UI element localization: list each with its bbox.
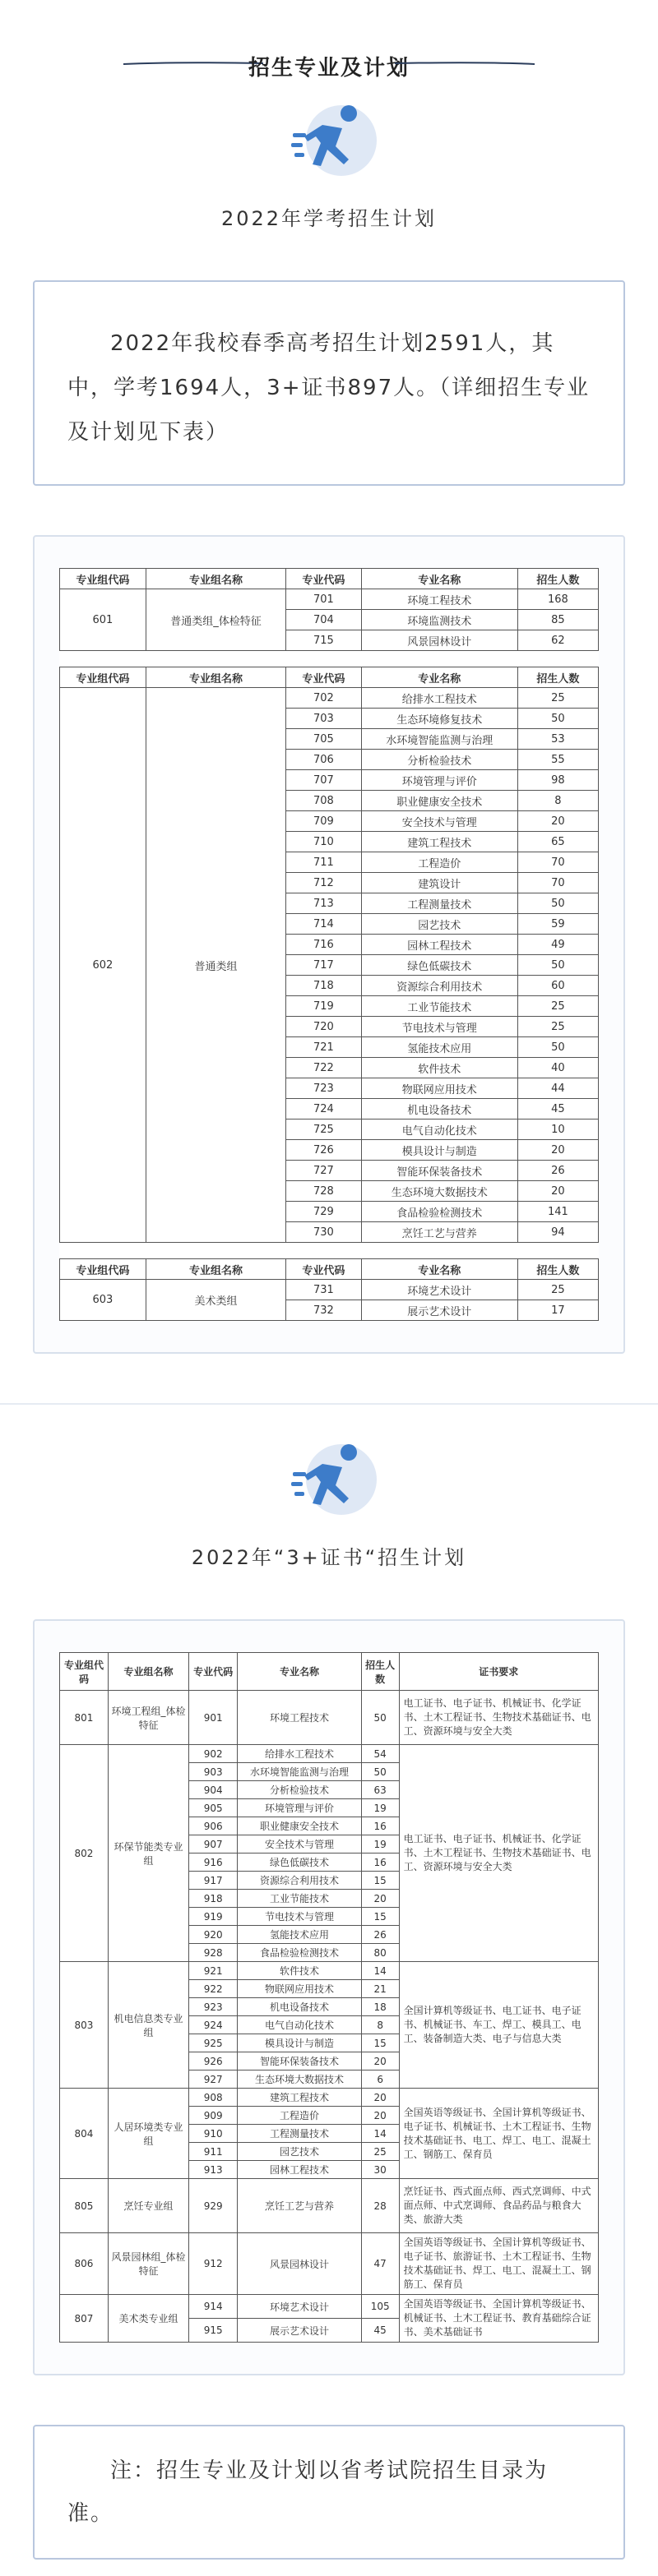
page-title: 招生专业及计划 bbox=[248, 56, 410, 81]
column-header: 专业组名称 bbox=[146, 667, 285, 688]
enrollment-count-cell: 94 bbox=[517, 1222, 598, 1243]
major-code-cell: 908 bbox=[189, 2089, 238, 2107]
major-name-cell: 模具设计与制造 bbox=[361, 1140, 517, 1161]
certificate-requirement-cell: 电工证书、电子证书、机械证书、化学证书、土木工程证书、生物技术基础证书、电工、资源环境与安全大类 bbox=[399, 1691, 598, 1745]
table-row bbox=[60, 1280, 599, 1300]
group-code-cell: 805 bbox=[60, 2179, 109, 2233]
table-gap-row bbox=[60, 1243, 599, 1259]
column-header: 专业名称 bbox=[361, 667, 517, 688]
certificate-requirement-cell: 电工证书、电子证书、机械证书、化学证书、土木工程证书、生物技术基础证书、电工、资源环境与安全大类 bbox=[399, 1745, 598, 1962]
certificate-requirement-cell: 全国英语等级证书、全国计算机等级证书、机械证书、土木工程证书、教育基础综合证书、美术基础证书 bbox=[399, 2295, 598, 2343]
major-name-cell: 电气自动化技术 bbox=[361, 1119, 517, 1140]
major-code-cell: 732 bbox=[286, 1300, 362, 1321]
column-header: 专业代码 bbox=[286, 1259, 362, 1280]
major-code-cell: 921 bbox=[189, 1962, 238, 1980]
major-name-cell: 建筑工程技术 bbox=[238, 2089, 362, 2107]
enrollment-count-cell: 18 bbox=[361, 1998, 399, 2016]
major-name-cell: 园艺技术 bbox=[361, 914, 517, 935]
group-name-cell: 普通类组_体检特征 bbox=[146, 589, 285, 651]
enrollment-count-cell: 25 bbox=[517, 1017, 598, 1037]
major-name-cell: 模具设计与制造 bbox=[238, 2034, 362, 2052]
major-name-cell: 工业节能技术 bbox=[361, 996, 517, 1017]
enrollment-count-cell: 53 bbox=[517, 729, 598, 750]
enrollment-count-cell: 63 bbox=[361, 1781, 399, 1799]
major-code-cell: 702 bbox=[286, 688, 362, 709]
enrollment-count-cell: 55 bbox=[517, 750, 598, 770]
major-name-cell: 机电设备技术 bbox=[361, 1099, 517, 1119]
major-name-cell: 工程测量技术 bbox=[238, 2125, 362, 2143]
note-box bbox=[33, 2425, 625, 2560]
major-code-cell: 724 bbox=[286, 1099, 362, 1119]
major-code-cell: 925 bbox=[189, 2034, 238, 2052]
major-name-cell: 展示艺术设计 bbox=[361, 1300, 517, 1321]
enrollment-count-cell: 40 bbox=[517, 1058, 598, 1078]
group-code-cell: 806 bbox=[60, 2233, 109, 2295]
major-code-cell: 717 bbox=[286, 955, 362, 976]
enrollment-count-cell: 25 bbox=[517, 688, 598, 709]
major-code-cell: 704 bbox=[286, 610, 362, 630]
column-header: 专业代码 bbox=[286, 667, 362, 688]
column-header: 专业组代码 bbox=[60, 569, 146, 589]
table-header-row bbox=[60, 1259, 599, 1280]
certificate-plan-table-panel bbox=[33, 1619, 625, 2375]
group-code-cell: 804 bbox=[60, 2089, 109, 2179]
major-name-cell: 节电技术与管理 bbox=[361, 1017, 517, 1037]
enrollment-count-cell: 50 bbox=[517, 893, 598, 914]
major-code-cell: 915 bbox=[189, 2319, 238, 2343]
column-header: 专业代码 bbox=[189, 1653, 238, 1691]
enrollment-count-cell: 15 bbox=[361, 1872, 399, 1890]
group-name-cell: 美术类组 bbox=[146, 1280, 285, 1321]
group-code-cell: 802 bbox=[60, 1745, 109, 1962]
major-code-cell: 716 bbox=[286, 935, 362, 955]
major-name-cell: 工程造价 bbox=[238, 2107, 362, 2125]
column-header: 专业名称 bbox=[361, 569, 517, 589]
table-row bbox=[60, 1962, 599, 1980]
major-code-cell: 913 bbox=[189, 2161, 238, 2179]
header bbox=[0, 0, 658, 90]
major-name-cell: 工程测量技术 bbox=[361, 893, 517, 914]
enrollment-count-cell: 141 bbox=[517, 1202, 598, 1222]
enrollment-count-cell: 98 bbox=[517, 770, 598, 791]
major-code-cell: 909 bbox=[189, 2107, 238, 2125]
enrollment-count-cell: 20 bbox=[361, 1890, 399, 1908]
column-header: 证书要求 bbox=[399, 1653, 598, 1691]
table-row bbox=[60, 2295, 599, 2319]
major-name-cell: 风景园林设计 bbox=[238, 2233, 362, 2295]
major-name-cell: 生态环境修复技术 bbox=[361, 709, 517, 729]
intro-text: 2022年我校春季高考招生计划2591人，其中，学考1694人，3+证书897人。（详细招生专业及计划见下表） bbox=[67, 331, 591, 445]
major-name-cell: 物联网应用技术 bbox=[361, 1078, 517, 1099]
major-code-cell: 729 bbox=[286, 1202, 362, 1222]
table-row bbox=[60, 589, 599, 610]
major-name-cell: 环境工程技术 bbox=[238, 1691, 362, 1745]
major-code-cell: 708 bbox=[286, 791, 362, 811]
table-header-row bbox=[60, 569, 599, 589]
enrollment-count-cell: 19 bbox=[361, 1799, 399, 1817]
major-name-cell: 节电技术与管理 bbox=[238, 1908, 362, 1926]
major-code-cell: 901 bbox=[189, 1691, 238, 1745]
major-name-cell: 职业健康安全技术 bbox=[361, 791, 517, 811]
enrollment-count-cell: 19 bbox=[361, 1835, 399, 1854]
major-code-cell: 918 bbox=[189, 1890, 238, 1908]
section2-subtitle: 2022年“3+证书“招生计划 bbox=[191, 1546, 467, 1569]
major-code-cell: 727 bbox=[286, 1161, 362, 1181]
column-header: 专业代码 bbox=[286, 569, 362, 589]
table-gap-row bbox=[60, 651, 599, 667]
major-name-cell: 安全技术与管理 bbox=[238, 1835, 362, 1854]
major-name-cell: 物联网应用技术 bbox=[238, 1980, 362, 1998]
table-row bbox=[60, 2233, 599, 2295]
major-code-cell: 910 bbox=[189, 2125, 238, 2143]
major-name-cell: 风景园林设计 bbox=[361, 630, 517, 651]
enrollment-count-cell: 60 bbox=[517, 976, 598, 996]
table-row bbox=[60, 1745, 599, 1763]
major-code-cell: 916 bbox=[189, 1854, 238, 1872]
group-name-cell: 普通类组 bbox=[146, 688, 285, 1243]
plan-table-panel bbox=[33, 535, 625, 1354]
table-row bbox=[60, 688, 599, 709]
enrollment-count-cell: 14 bbox=[361, 1962, 399, 1980]
major-code-cell: 705 bbox=[286, 729, 362, 750]
group-name-cell: 机电信息类专业组 bbox=[108, 1962, 188, 2089]
enrollment-count-cell: 17 bbox=[517, 1300, 598, 1321]
plan-table bbox=[59, 568, 599, 1321]
enrollment-count-cell: 54 bbox=[361, 1745, 399, 1763]
major-name-cell: 展示艺术设计 bbox=[238, 2319, 362, 2343]
major-name-cell: 绿色低碳技术 bbox=[361, 955, 517, 976]
major-code-cell: 710 bbox=[286, 832, 362, 852]
enrollment-count-cell: 168 bbox=[517, 589, 598, 610]
group-name-cell: 风景园林组_体检特征 bbox=[108, 2233, 188, 2295]
group-name-cell: 美术类专业组 bbox=[108, 2295, 188, 2343]
table-row bbox=[60, 1691, 599, 1745]
table-header-row bbox=[60, 667, 599, 688]
enrollment-count-cell: 16 bbox=[361, 1854, 399, 1872]
certificate-requirement-cell: 烹饪证书、西式面点师、西式烹调师、中式面点师、中式烹调师、食品药品与粮食大类、旅游大类 bbox=[399, 2179, 598, 2233]
major-name-cell: 绿色低碳技术 bbox=[238, 1854, 362, 1872]
major-name-cell: 生态环境大数据技术 bbox=[361, 1181, 517, 1202]
column-header: 招生人数 bbox=[517, 569, 598, 589]
major-name-cell: 软件技术 bbox=[238, 1962, 362, 1980]
major-code-cell: 722 bbox=[286, 1058, 362, 1078]
enrollment-count-cell: 26 bbox=[361, 1926, 399, 1944]
major-name-cell: 资源综合利用技术 bbox=[361, 976, 517, 996]
group-name-cell: 烹饪专业组 bbox=[108, 2179, 188, 2233]
group-name-cell: 人居环境类专业组 bbox=[108, 2089, 188, 2179]
enrollment-count-cell: 80 bbox=[361, 1944, 399, 1962]
major-code-cell: 905 bbox=[189, 1799, 238, 1817]
enrollment-count-cell: 70 bbox=[517, 852, 598, 873]
major-code-cell: 919 bbox=[189, 1908, 238, 1926]
major-name-cell: 园林工程技术 bbox=[238, 2161, 362, 2179]
major-code-cell: 922 bbox=[189, 1980, 238, 1998]
major-code-cell: 904 bbox=[189, 1781, 238, 1799]
enrollment-count-cell: 16 bbox=[361, 1817, 399, 1835]
column-header: 专业组代码 bbox=[60, 1259, 146, 1280]
right-swash-decoration bbox=[395, 62, 535, 65]
major-name-cell: 园林工程技术 bbox=[361, 935, 517, 955]
major-name-cell: 工业节能技术 bbox=[238, 1890, 362, 1908]
major-code-cell: 902 bbox=[189, 1745, 238, 1763]
enrollment-count-cell: 50 bbox=[517, 1037, 598, 1058]
major-code-cell: 923 bbox=[189, 1998, 238, 2016]
enrollment-count-cell: 15 bbox=[361, 1908, 399, 1926]
major-code-cell: 927 bbox=[189, 2070, 238, 2089]
major-code-cell: 906 bbox=[189, 1817, 238, 1835]
enrollment-count-cell: 25 bbox=[361, 2143, 399, 2161]
group-code-cell: 602 bbox=[60, 688, 146, 1243]
enrollment-count-cell: 21 bbox=[361, 1980, 399, 1998]
major-code-cell: 903 bbox=[189, 1763, 238, 1781]
enrollment-count-cell: 45 bbox=[361, 2319, 399, 2343]
enrollment-count-cell: 49 bbox=[517, 935, 598, 955]
group-code-cell: 801 bbox=[60, 1691, 109, 1745]
enrollment-count-cell: 20 bbox=[361, 2089, 399, 2107]
major-name-cell: 建筑工程技术 bbox=[361, 832, 517, 852]
enrollment-count-cell: 50 bbox=[517, 709, 598, 729]
group-code-cell: 601 bbox=[60, 589, 146, 651]
enrollment-count-cell: 85 bbox=[517, 610, 598, 630]
major-code-cell: 728 bbox=[286, 1181, 362, 1202]
major-code-cell: 712 bbox=[286, 873, 362, 893]
certificate-requirement-cell: 全国英语等级证书、全国计算机等级证书、电子证书、机械证书、土木工程证书、生物技术基础证书、电工、焊工、电工、混凝土工、钢筋工、保育员 bbox=[399, 2089, 598, 2179]
enrollment-count-cell: 30 bbox=[361, 2161, 399, 2179]
major-code-cell: 719 bbox=[286, 996, 362, 1017]
major-code-cell: 714 bbox=[286, 914, 362, 935]
column-header: 招生人数 bbox=[517, 667, 598, 688]
enrollment-count-cell: 6 bbox=[361, 2070, 399, 2089]
major-code-cell: 709 bbox=[286, 811, 362, 832]
major-code-cell: 928 bbox=[189, 1944, 238, 1962]
major-code-cell: 911 bbox=[189, 2143, 238, 2161]
major-name-cell: 环境管理与评价 bbox=[238, 1799, 362, 1817]
major-name-cell: 机电设备技术 bbox=[238, 1998, 362, 2016]
major-code-cell: 723 bbox=[286, 1078, 362, 1099]
group-name-cell: 环保节能类专业组 bbox=[108, 1745, 188, 1962]
major-name-cell: 氢能技术应用 bbox=[361, 1037, 517, 1058]
certificate-plan-table bbox=[59, 1652, 599, 2343]
major-code-cell: 703 bbox=[286, 709, 362, 729]
enrollment-count-cell: 44 bbox=[517, 1078, 598, 1099]
group-code-cell: 807 bbox=[60, 2295, 109, 2343]
enrollment-count-cell: 50 bbox=[361, 1691, 399, 1745]
major-code-cell: 713 bbox=[286, 893, 362, 914]
major-code-cell: 706 bbox=[286, 750, 362, 770]
enrollment-count-cell: 65 bbox=[517, 832, 598, 852]
major-name-cell: 智能环保装备技术 bbox=[361, 1161, 517, 1181]
major-code-cell: 907 bbox=[189, 1835, 238, 1854]
column-header: 招生人数 bbox=[517, 1259, 598, 1280]
major-code-cell: 917 bbox=[189, 1872, 238, 1890]
major-name-cell: 环境管理与评价 bbox=[361, 770, 517, 791]
enrollment-count-cell: 105 bbox=[361, 2295, 399, 2319]
enrollment-count-cell: 14 bbox=[361, 2125, 399, 2143]
major-name-cell: 环境监测技术 bbox=[361, 610, 517, 630]
major-code-cell: 715 bbox=[286, 630, 362, 651]
enrollment-count-cell: 59 bbox=[517, 914, 598, 935]
major-code-cell: 914 bbox=[189, 2295, 238, 2319]
enrollment-count-cell: 15 bbox=[361, 2034, 399, 2052]
major-name-cell: 职业健康安全技术 bbox=[238, 1817, 362, 1835]
note-text: 注：招生专业及计划以省考试院招生目录为准。 bbox=[67, 2458, 549, 2526]
column-header: 招生人数 bbox=[361, 1653, 399, 1691]
runner-icon bbox=[280, 1438, 378, 1520]
major-name-cell: 水环境智能监测与治理 bbox=[361, 729, 517, 750]
enrollment-count-cell: 28 bbox=[361, 2179, 399, 2233]
enrollment-count-cell: 20 bbox=[517, 1140, 598, 1161]
enrollment-count-cell: 25 bbox=[517, 1280, 598, 1300]
major-name-cell: 建筑设计 bbox=[361, 873, 517, 893]
major-code-cell: 726 bbox=[286, 1140, 362, 1161]
column-header: 专业组代码 bbox=[60, 1653, 109, 1691]
enrollment-count-cell: 8 bbox=[517, 791, 598, 811]
major-name-cell: 水环境智能监测与治理 bbox=[238, 1763, 362, 1781]
enrollment-count-cell: 20 bbox=[517, 1181, 598, 1202]
major-code-cell: 731 bbox=[286, 1280, 362, 1300]
major-name-cell: 环境艺术设计 bbox=[361, 1280, 517, 1300]
certificate-requirement-cell: 全国英语等级证书、全国计算机等级证书、电子证书、旅游证书、土木工程证书、生物技术基础证书、焊工、电工、混凝土工、钢筋工、保育员 bbox=[399, 2233, 598, 2295]
enrollment-count-cell: 62 bbox=[517, 630, 598, 651]
major-name-cell: 电气自动化技术 bbox=[238, 2016, 362, 2034]
major-code-cell: 920 bbox=[189, 1926, 238, 1944]
column-header: 专业组名称 bbox=[146, 1259, 285, 1280]
major-name-cell: 给排水工程技术 bbox=[238, 1745, 362, 1763]
enrollment-count-cell: 10 bbox=[517, 1119, 598, 1140]
intro-box bbox=[33, 280, 625, 486]
enrollment-count-cell: 20 bbox=[517, 811, 598, 832]
major-name-cell: 智能环保装备技术 bbox=[238, 2052, 362, 2070]
major-code-cell: 711 bbox=[286, 852, 362, 873]
major-name-cell: 安全技术与管理 bbox=[361, 811, 517, 832]
enrollment-count-cell: 50 bbox=[361, 1763, 399, 1781]
enrollment-count-cell: 25 bbox=[517, 996, 598, 1017]
enrollment-count-cell: 45 bbox=[517, 1099, 598, 1119]
major-code-cell: 725 bbox=[286, 1119, 362, 1140]
major-name-cell: 环境艺术设计 bbox=[238, 2295, 362, 2319]
major-code-cell: 721 bbox=[286, 1037, 362, 1058]
column-header: 专业名称 bbox=[361, 1259, 517, 1280]
major-code-cell: 924 bbox=[189, 2016, 238, 2034]
column-header: 专业组名称 bbox=[146, 569, 285, 589]
major-name-cell: 资源综合利用技术 bbox=[238, 1872, 362, 1890]
column-header: 专业组代码 bbox=[60, 667, 146, 688]
section1-subtitle: 2022年学考招生计划 bbox=[220, 207, 438, 230]
enrollment-count-cell: 8 bbox=[361, 2016, 399, 2034]
major-code-cell: 730 bbox=[286, 1222, 362, 1243]
major-name-cell: 软件技术 bbox=[361, 1058, 517, 1078]
major-name-cell: 烹饪工艺与营养 bbox=[361, 1222, 517, 1243]
major-code-cell: 701 bbox=[286, 589, 362, 610]
major-code-cell: 718 bbox=[286, 976, 362, 996]
enrollment-count-cell: 20 bbox=[361, 2107, 399, 2125]
major-name-cell: 环境工程技术 bbox=[361, 589, 517, 610]
major-name-cell: 食品检验检测技术 bbox=[238, 1944, 362, 1962]
table-row bbox=[60, 2179, 599, 2233]
enrollment-count-cell: 47 bbox=[361, 2233, 399, 2295]
table-row bbox=[60, 2089, 599, 2107]
major-name-cell: 工程造价 bbox=[361, 852, 517, 873]
major-name-cell: 氢能技术应用 bbox=[238, 1926, 362, 1944]
group-code-cell: 603 bbox=[60, 1280, 146, 1321]
column-header: 专业名称 bbox=[238, 1653, 362, 1691]
major-name-cell: 给排水工程技术 bbox=[361, 688, 517, 709]
group-code-cell: 803 bbox=[60, 1962, 109, 2089]
certificate-requirement-cell: 全国计算机等级证书、电工证书、电子证书、机械证书、车工、焊工、模具工、电工、装备制造大类、电子与信息大类 bbox=[399, 1962, 598, 2089]
runner-icon bbox=[280, 99, 378, 181]
major-name-cell: 生态环境大数据技术 bbox=[238, 2070, 362, 2089]
major-code-cell: 707 bbox=[286, 770, 362, 791]
major-code-cell: 720 bbox=[286, 1017, 362, 1037]
major-name-cell: 分析检验技术 bbox=[238, 1781, 362, 1799]
enrollment-count-cell: 20 bbox=[361, 2052, 399, 2070]
major-name-cell: 分析检验技术 bbox=[361, 750, 517, 770]
column-header: 专业组名称 bbox=[108, 1653, 188, 1691]
major-name-cell: 烹饪工艺与营养 bbox=[238, 2179, 362, 2233]
major-code-cell: 929 bbox=[189, 2179, 238, 2233]
major-name-cell: 园艺技术 bbox=[238, 2143, 362, 2161]
major-name-cell: 食品检验检测技术 bbox=[361, 1202, 517, 1222]
group-name-cell: 环境工程组_体检特征 bbox=[108, 1691, 188, 1745]
major-code-cell: 926 bbox=[189, 2052, 238, 2070]
enrollment-count-cell: 26 bbox=[517, 1161, 598, 1181]
enrollment-count-cell: 70 bbox=[517, 873, 598, 893]
major-code-cell: 912 bbox=[189, 2233, 238, 2295]
table-header-row bbox=[60, 1653, 599, 1691]
section-divider bbox=[0, 1403, 658, 1405]
enrollment-count-cell: 50 bbox=[517, 955, 598, 976]
